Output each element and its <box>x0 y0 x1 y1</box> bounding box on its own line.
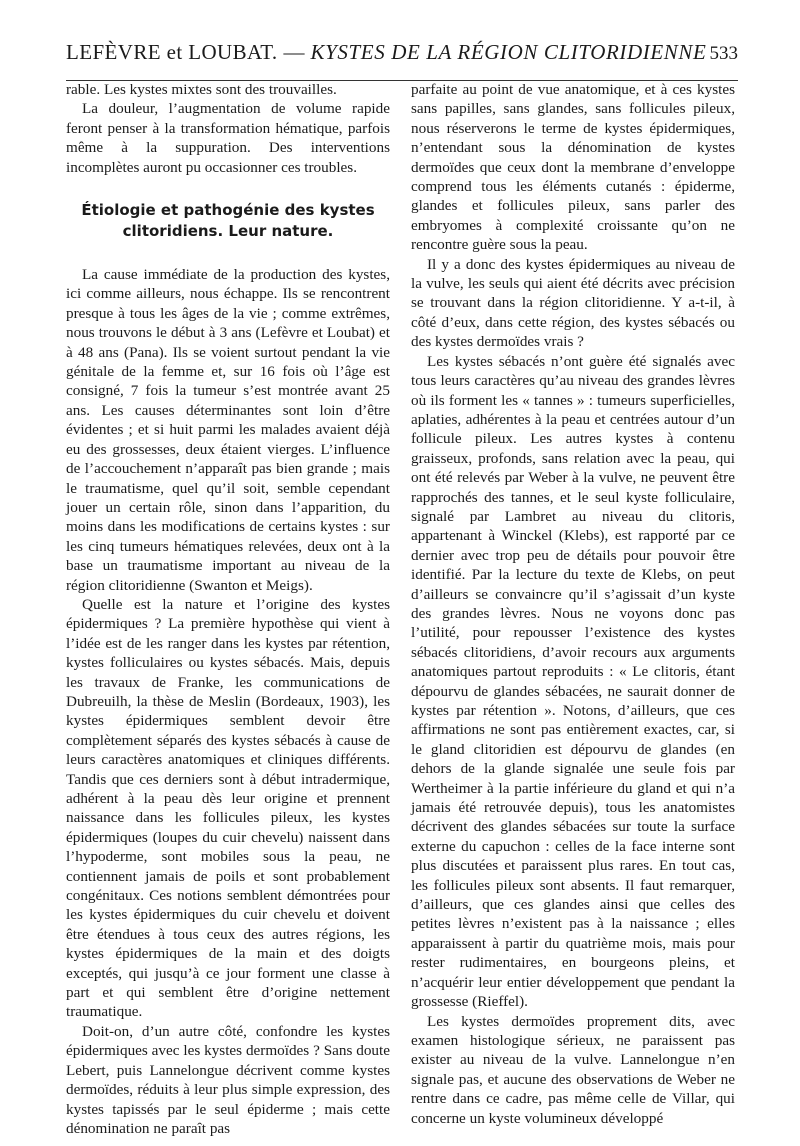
paragraph: La cause immédiate de la production des kystes, ici comme ailleurs, nous échappe. Ils se rencontrent presque à tous les âges de la vie ; comme extrêmes, nous trouvons le début à 3 ans (Lefèvre et Loubat) et à 48 ans (Pana). Ils se voient surtout pendant la vie génitale de la femme et, sur 16 fois où l’âge est consigné, 7 fois la tumeur s’est montrée avant 25 ans. Les causes déterminantes sont loin d’être évidentes ; et si huit parmi les malades avaient déjà eu des grossesses, deux étaient vierges. L’influence de l’accouchement n’apparaît pas bien grande ; mais le traumatisme, quel qu’il soit, semble cependant jouer un certain rôle, sinon dans l’apparition, du moins dans les modifications de certains kystes : sur les cinq tumeurs hématiques relevées, deux ont à la base un traumatisme important au niveau de la région clitoridienne (Swanton et Meigs). <box>66 266 390 594</box>
paragraph-continuation: parfaite au point de vue anatomique, et à ces kystes sans papilles, sans glandes, sans follicules pileux, nous réserverons le terme de kystes épidermiques, n’entendant sous la dénomination de kystes dermoïdes que ceux dont la membrane d’enveloppe comprend tous les éléments cutanés : épiderme, glandes et follicules pileux, sans parler des embryomes à complexité croissante qu’on ne rencontre guère sous la peau. <box>411 81 735 254</box>
paragraph: La douleur, l’augmentation de volume rapide feront penser à la transformation hématique, parfois même à la suppuration. Des interventions incomplètes auront pu occasionner ces troubles. <box>66 100 390 176</box>
paragraph: Les kystes dermoïdes proprement dits, avec examen histologique sérieux, ne paraissent pas exister au niveau de la vulve. Lannelongue n’en signale pas, et aucune des observations de Weber ne rentre dans ce cadre, pas même celle de Villar, qui concerne un kyste volumineux développé <box>411 1012 735 1127</box>
header-title: KYSTES DE LA RÉGION CLITORIDIENNE <box>310 40 707 64</box>
paragraph: Doit-on, d’un autre côté, confondre les kystes épidermiques avec les kystes dermoïdes ? Sans doute Lebert, puis Lannelongue décrivent comme kystes dermoïdes, réduits à leur plus simple expression, des kystes tapissés par le seul épiderme ; mais cette dénomination ne paraît pas <box>66 1022 390 1137</box>
right-column <box>411 80 735 1128</box>
paragraph: Les kystes sébacés n’ont guère été signalés avec tous leurs caractères qu’au niveau des grandes lèvres où ils forment les « tannes » : tumeurs superficielles, aplaties, adhérentes à la peau et centrées autour d’un follicule pileux. Les autres kystes à contenu graisseux, profonds, sans relation avec la peau, qui ont été relevés par Weber à la vulve, ne peuvent être rapprochés des tannes, et le seul kyste folliculaire, signalé par Lambret au niveau du clitoris, appartenant à Winckel (Klebs), est rapporté par ce dernier avec trop peu de détails pour pouvoir être identifié. Par la lecture du texte de Klebs, on peut d’ailleurs se convaincre qu’il s’agissait d’un kyste des grandes lèvres. Nous ne voyons donc pas l’utilité, pour repousser l’existence des kystes sébacés clitoridiens, d’avoir recours aux arguments anatomiques partout reproduits : « Le clitoris, étant dépourvu de glandes sébacées, ne saurait donner de kystes par rétention ». Notons, d’ailleurs, que ces affirmations ne sont pas entièrement exactes, car, si le gland clitoridien est dépourvu de glandes (en dehors de la glande signalée une seule fois par Wertheimer à la partie inférieure du gland et qui n’a jamais été retrouvée depuis), tous les anatomistes décrivent des glandes sébacées sur toute la surface externe du capuchon : celles de la face interne sont plus discutées et paraissent plus rares. En tout cas, les follicules pileux sont absents. Il faut remarquer, d’ailleurs, que ces glandes ainsi que celles des petites lèvres n’existent pas à la naissance ; elles apparaissent à partir du quatrième mois, mais pour rester rudimentaires, en bourgeons pleins, et n’acquérir leur entier développement que pendant la grossesse (Rieffel). <box>411 352 735 1011</box>
page-number: 533 <box>709 43 738 64</box>
running-header <box>66 40 738 81</box>
section-heading-line: clitoridiens. Leur nature. <box>122 222 334 241</box>
header-authors: LEFÈVRE et LOUBAT. <box>66 40 278 64</box>
paragraph: Quelle est la nature et l’origine des kystes épidermiques ? La première hypothèse qui vient à l’idée est de les ranger dans les kystes par rétention, kystes folliculaires ou kystes sébacés. Mais, depuis les travaux de Franke, les communications de Dubreuilh, la thèse de Meslin (Bordeaux, 1903), les kystes épidermiques semblent devoir être complètement séparés des kystes sébacés à cause de leurs caractères anatomiques et cliniques différents. Tandis que ces derniers sont à début intradermique, adhérent à la peau dès leur origine et prennent naissance dans les follicules pileux, les kystes épidermiques (loupes du cuir chevelu) naissent dans l’hypoderme, sont mobiles sous la peau, ne contiennent jamais de poils et sont probablement congénitaux. Ces notions semblent démontrées pour les kystes épidermiques du cuir chevelu et doivent être étendues à tous ceux des autres régions, les kystes épidermiques de la main et des doigts exceptés, qui jusqu’à ce jour forment une classe à part et qui semblent être d’origine nettement traumatique. <box>66 595 390 1021</box>
paragraph-continuation: rable. Les kystes mixtes sont des trouvailles. <box>66 81 337 98</box>
paragraph: Il y a donc des kystes épidermiques au niveau de la vulve, les seuls qui aient été décrits avec précision se trouvant dans la région clitoridienne. Y a-t-il, à côté d’eux, dans cette région, des kystes sébacés ou des kystes dermoïdes vrais ? <box>411 255 735 351</box>
section-heading-line: Étiologie et pathogénie des kystes <box>81 201 375 220</box>
left-column <box>66 80 390 1138</box>
section-heading <box>66 200 390 242</box>
header-dash: — <box>283 40 305 64</box>
